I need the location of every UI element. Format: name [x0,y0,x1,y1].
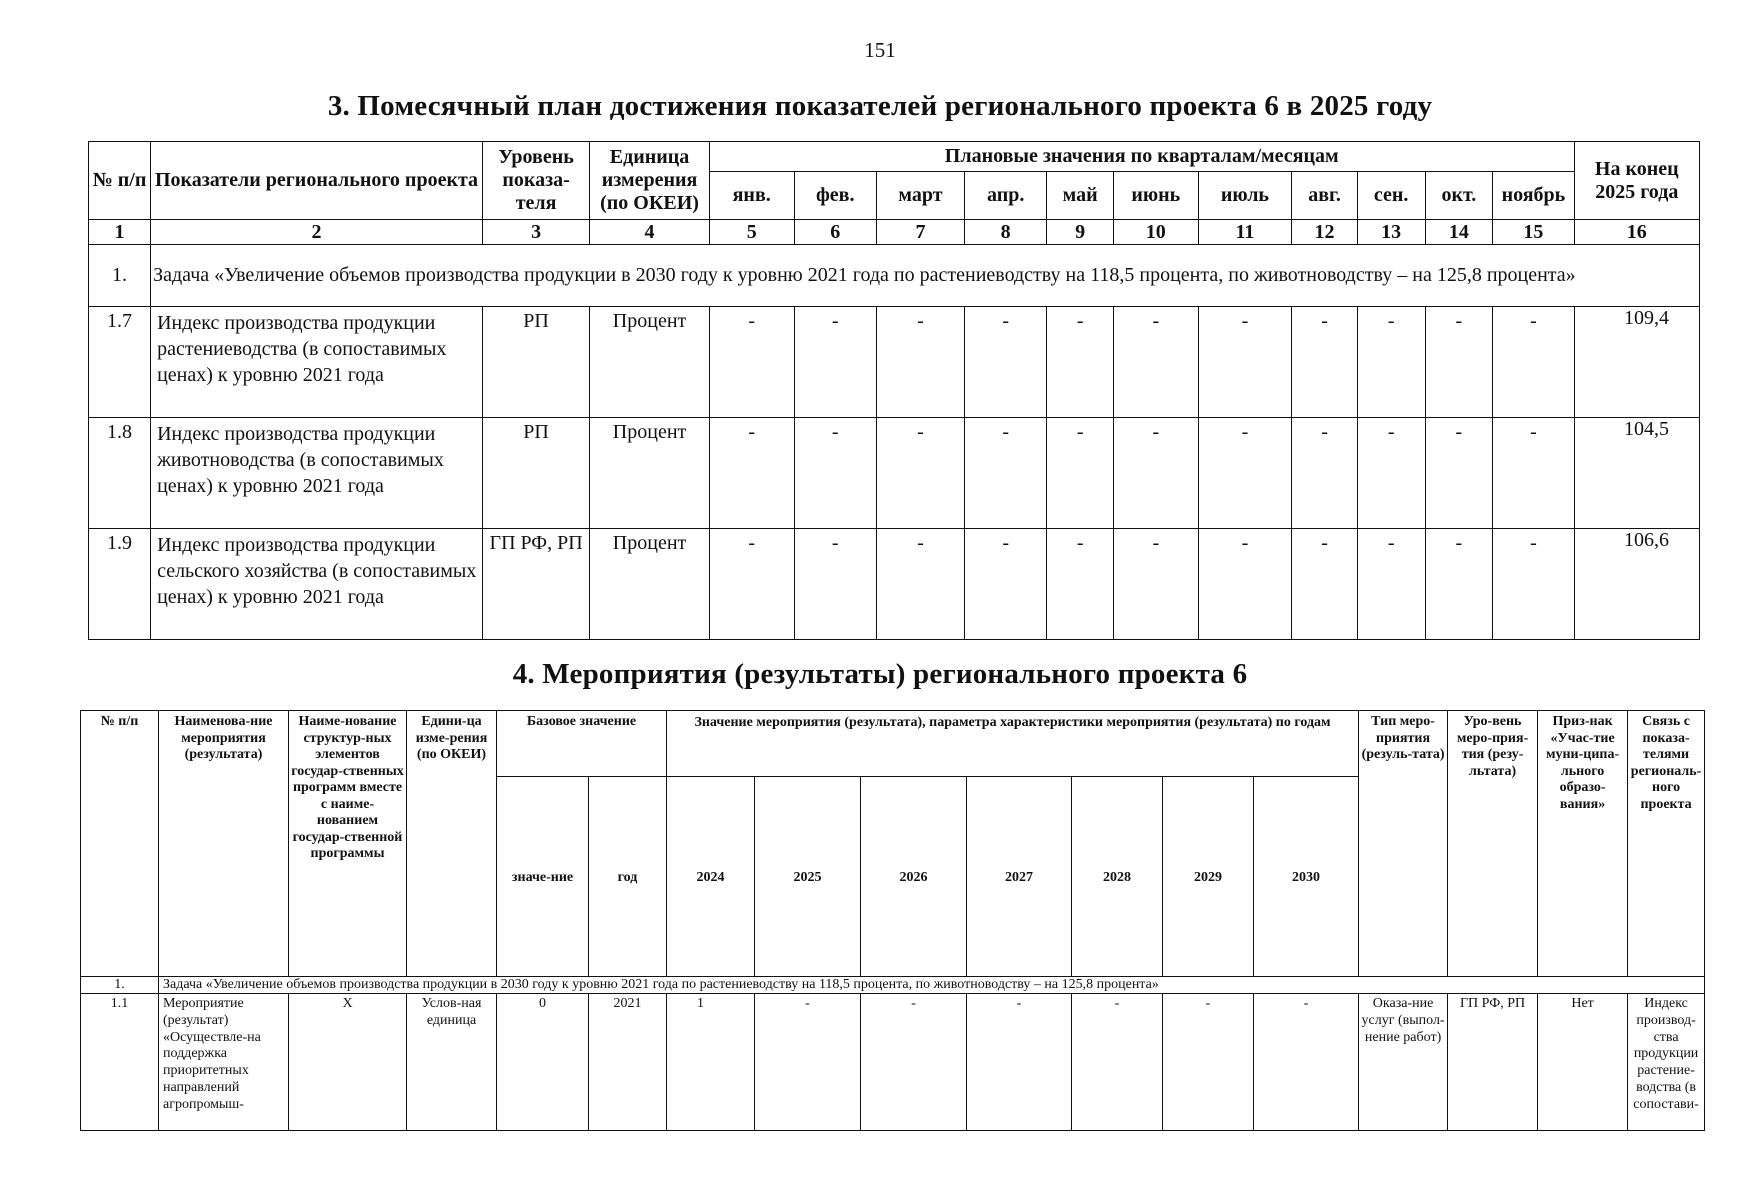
month-value: - [876,529,964,640]
end-of-year-value: 109,4 [1574,307,1699,418]
month-value: - [964,529,1046,640]
year-value: - [1163,994,1254,1131]
header-month: июнь [1113,172,1198,220]
header-month: сен. [1357,172,1425,220]
header-year: 2028 [1072,777,1163,977]
indicator-name: Индекс производства продукции животноводства (в сопоставимых ценах) к уровню 2021 года [151,418,483,529]
header-activity-level: Уро-вень меро-прия-тия (резу-льтата) [1448,711,1538,977]
month-value: - [1047,529,1114,640]
header-base-value: Базовое значение [497,711,667,777]
year-value: - [1254,994,1359,1131]
header-month: май [1047,172,1114,220]
header-municipal-participation: Приз-нак «Учас-тие муни-ципа-льного образо-вания» [1538,711,1628,977]
month-value: - [1198,307,1292,418]
month-value: - [794,418,876,529]
month-value: - [964,307,1046,418]
indicator-unit: Процент [590,307,710,418]
month-value: - [1113,418,1198,529]
indicator-unit: Процент [590,529,710,640]
month-value: - [709,307,794,418]
header-month: март [876,172,964,220]
header-end-of-year: На конец 2025 года [1574,142,1699,220]
row-num: 1.9 [89,529,151,640]
header-structural-elements: Наиме-нование структур-ных элементов государ-ственных программ вместе с наиме-нованием государ-ственной программы [289,711,407,977]
row-num: 1.1 [81,994,159,1131]
month-value: - [1425,529,1493,640]
month-value: - [1198,529,1292,640]
month-value: - [1425,418,1493,529]
header-base-value-sub: значе-ние [497,777,589,977]
indicator-level: ГП РФ, РП [482,529,589,640]
column-number: 6 [794,220,876,245]
month-value: - [709,418,794,529]
header-indicator: Показатели регионального проекта [151,142,483,220]
year-value: - [967,994,1072,1131]
header-planned-values: Плановые значения по кварталам/месяцам [709,142,1574,172]
header-level: Уровень показа-теля [482,142,589,220]
table-row [89,307,1700,418]
header-num: № п/п [89,142,151,220]
column-number: 8 [964,220,1046,245]
header-year: 2030 [1254,777,1359,977]
task-num: 1. [89,245,151,307]
header-activity-type: Тип меро-приятия (резуль-тата) [1359,711,1448,977]
month-value: - [1198,418,1292,529]
table-row [89,418,1700,529]
month-value: - [794,529,876,640]
column-number: 13 [1357,220,1425,245]
month-value: - [709,529,794,640]
column-number: 3 [482,220,589,245]
column-number: 7 [876,220,964,245]
structural-elements: Х [289,994,407,1131]
month-value: - [964,418,1046,529]
month-value: - [1292,529,1357,640]
indicator-name: Индекс производства продукции растениеводства (в сопоставимых ценах) к уровню 2021 года [151,307,483,418]
header-month: авг. [1292,172,1357,220]
header-unit: Едини-ца изме-рения (по ОКЕИ) [407,711,497,977]
end-of-year-value: 104,5 [1574,418,1699,529]
header-activity-name: Наименова-ние мероприятия (результата) [159,711,289,977]
end-of-year-value: 106,6 [1574,529,1699,640]
section-3-title: 3. Помесячный план достижения показателей регионального проекта 6 в 2025 году [327,90,1433,122]
header-month: апр. [964,172,1046,220]
link-to-indicators: Индекс производ-ства продукции растение-водства (в сопостави- [1628,994,1705,1131]
header-month: окт. [1425,172,1493,220]
month-value: - [1357,529,1425,640]
task-text: Задача «Увеличение объемов производства продукции в 2030 году к уровню 2021 года по растениеводству на 118,5 процента, по животноводству – на 125,8 процента» [151,245,1700,307]
column-number: 1 [89,220,151,245]
header-unit: Единица измерения (по ОКЕИ) [590,142,710,220]
base-year: 2021 [589,994,667,1131]
header-link-to-indicators: Связь с показа-телями региональ-ного проекта [1628,711,1705,977]
month-value: - [1493,529,1574,640]
indicator-level: РП [482,418,589,529]
year-value: - [755,994,861,1131]
municipal-participation: Нет [1538,994,1628,1131]
month-value: - [876,418,964,529]
header-month: янв. [709,172,794,220]
column-number: 5 [709,220,794,245]
month-value: - [794,307,876,418]
header-month: фев. [794,172,876,220]
month-value: - [1425,307,1493,418]
column-number: 11 [1198,220,1292,245]
header-month: июль [1198,172,1292,220]
activity-level: ГП РФ, РП [1448,994,1538,1131]
month-value: - [1493,418,1574,529]
table-row [81,994,1705,1131]
year-value: - [861,994,967,1131]
indicator-level: РП [482,307,589,418]
year-value: 1 [667,994,755,1131]
activity-unit: Услов-ная единица [407,994,497,1131]
month-value: - [1113,307,1198,418]
activities-table [80,710,1705,1131]
base-value: 0 [497,994,589,1131]
header-values-by-year: Значение мероприятия (результата), параметра характеристики мероприятия (результата) по годам [667,711,1359,777]
column-number: 16 [1574,220,1699,245]
indicator-name: Индекс производства продукции сельского хозяйства (в сопоставимых ценах) к уровню 2021 года [151,529,483,640]
month-value: - [1493,307,1574,418]
column-number: 4 [590,220,710,245]
row-num: 1.7 [89,307,151,418]
task-text: Задача «Увеличение объемов производства продукции в 2030 году к уровню 2021 года по растениеводству на 118,5 процента, по животноводству – на 125,8 процента» [159,977,1705,994]
year-value: - [1072,994,1163,1131]
month-value: - [1113,529,1198,640]
header-num: № п/п [81,711,159,977]
column-number: 2 [151,220,483,245]
activity-type: Оказа-ние услуг (выпол-нение работ) [1359,994,1448,1131]
header-year: 2024 [667,777,755,977]
row-num: 1.8 [89,418,151,529]
page-number: 151 [864,38,896,62]
monthly-plan-table [88,141,1700,640]
table-row [89,529,1700,640]
activity-name: Мероприятие (результат) «Осуществле-на поддержка приоритетных направлений агропромыш- [159,994,289,1131]
month-value: - [1357,418,1425,529]
header-year: 2029 [1163,777,1254,977]
column-number: 14 [1425,220,1493,245]
month-value: - [1292,418,1357,529]
column-number: 9 [1047,220,1114,245]
month-value: - [876,307,964,418]
header-year: 2027 [967,777,1072,977]
column-number: 10 [1113,220,1198,245]
column-number: 15 [1493,220,1574,245]
indicator-unit: Процент [590,418,710,529]
month-value: - [1292,307,1357,418]
header-base-year-sub: год [589,777,667,977]
section-4-title: 4. Мероприятия (результаты) регионального проекта 6 [512,658,1248,690]
header-month: ноябрь [1493,172,1574,220]
month-value: - [1357,307,1425,418]
month-value: - [1047,418,1114,529]
task-num: 1. [81,977,159,994]
month-value: - [1047,307,1114,418]
column-number: 12 [1292,220,1357,245]
header-year: 2026 [861,777,967,977]
header-year: 2025 [755,777,861,977]
